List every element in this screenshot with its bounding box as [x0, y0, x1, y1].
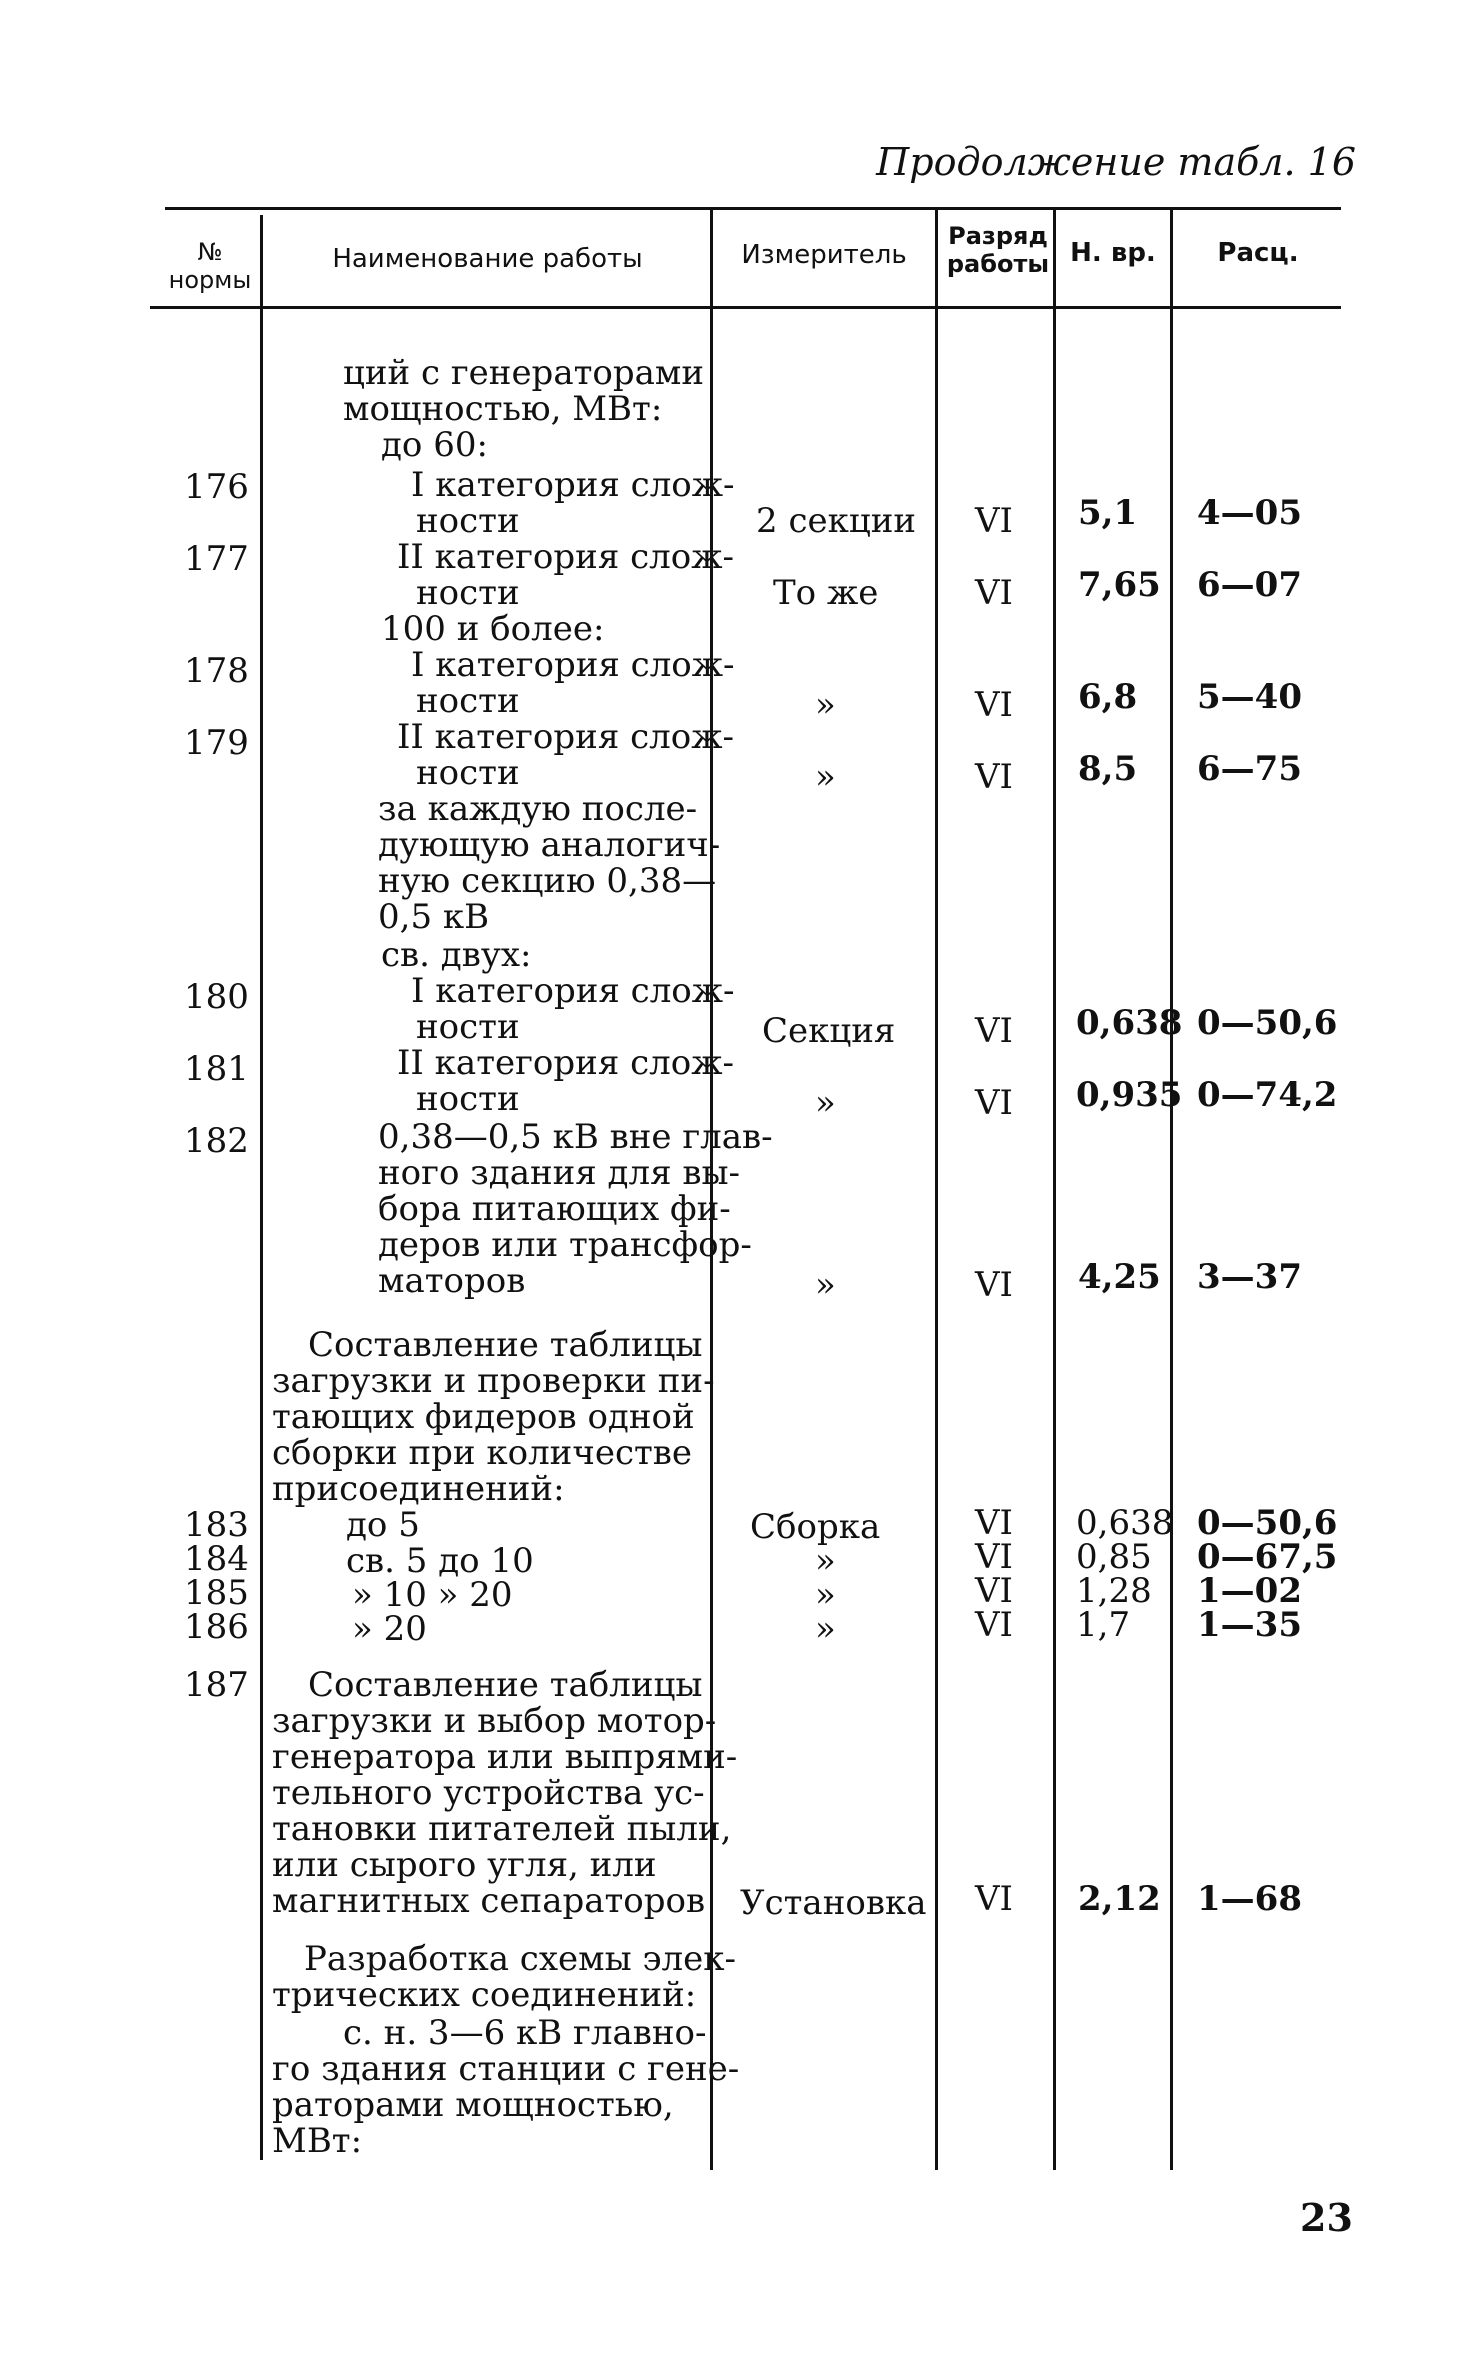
column-divider — [1170, 210, 1173, 2170]
header-grade: Разряд работы — [946, 222, 1050, 278]
norm-number: 182 — [184, 1121, 249, 1161]
time-cell: 1,28 — [1076, 1571, 1152, 1611]
work-name-line: ности — [416, 1079, 520, 1119]
work-name-line: тельного устройства ус- — [272, 1773, 705, 1813]
work-name-line: св. 5 до 10 — [346, 1541, 534, 1581]
rate-cell: 0—50,6 — [1197, 1503, 1338, 1543]
header-norm: № нормы — [168, 238, 252, 294]
norm-number: 185 — [184, 1573, 249, 1613]
text-line: трических соединений: — [272, 1975, 697, 2015]
unit-cell: » — [815, 1575, 836, 1615]
rate-cell: 5—40 — [1197, 677, 1302, 717]
rate-cell: 6—75 — [1197, 749, 1302, 789]
time-cell: 6,8 — [1078, 677, 1138, 717]
unit-cell: То же — [773, 573, 879, 613]
grade-cell: VI — [975, 1537, 1013, 1577]
unit-cell: » — [815, 1609, 836, 1649]
work-name-line: ности — [416, 573, 520, 613]
time-cell: 0,935 — [1076, 1075, 1183, 1115]
unit-cell: » — [815, 757, 836, 797]
text-line: дующую аналогич- — [378, 825, 721, 865]
text-line: загрузки и проверки пи- — [272, 1361, 715, 1401]
text-line: с. н. 3—6 кВ главно- — [343, 2013, 707, 2053]
work-name-line: ности — [416, 753, 520, 793]
time-cell: 4,25 — [1078, 1257, 1161, 1297]
work-name-line: или сырого угля, или — [272, 1845, 657, 1885]
norm-number: 186 — [184, 1607, 249, 1647]
rate-cell: 0—50,6 — [1197, 1003, 1338, 1043]
norm-number: 177 — [184, 539, 249, 579]
grade-cell: VI — [975, 757, 1013, 797]
work-name-line: II категория слож- — [397, 537, 734, 577]
text-line: за каждую после- — [378, 789, 698, 829]
column-divider — [935, 210, 938, 2170]
grade-cell: VI — [975, 1503, 1013, 1543]
rate-cell: 6—07 — [1197, 565, 1302, 605]
text-line: 0,5 кВ — [378, 897, 490, 937]
norm-number: 183 — [184, 1505, 249, 1545]
rate-cell: 3—37 — [1197, 1257, 1302, 1297]
header-name: Наименование работы — [332, 244, 643, 274]
text-line: мощностью, МВт: — [343, 389, 663, 429]
norm-number: 180 — [184, 977, 249, 1017]
work-name-line: Составление таблицы — [308, 1665, 703, 1705]
text-line: Разработка схемы элек- — [304, 1939, 736, 1979]
grade-cell: VI — [975, 501, 1013, 541]
work-name-line: I категория слож- — [411, 465, 735, 505]
work-name-line: маторов — [378, 1261, 526, 1301]
rate-cell: 0—74,2 — [1197, 1075, 1338, 1115]
work-name-line: » 20 — [352, 1609, 427, 1649]
time-cell: 8,5 — [1078, 749, 1138, 789]
time-cell: 2,12 — [1078, 1879, 1161, 1919]
unit-cell: » — [815, 1265, 836, 1305]
grade-cell: VI — [975, 1571, 1013, 1611]
work-name-line: бора питающих фи- — [378, 1189, 731, 1229]
rate-cell: 1—35 — [1197, 1605, 1302, 1645]
header-top-rule — [165, 207, 1341, 210]
text-line: ную секцию 0,38— — [378, 861, 717, 901]
text-line: раторами мощностью, — [272, 2085, 674, 2125]
text-line: МВт: — [272, 2121, 363, 2161]
text-line: св. двух: — [381, 935, 532, 975]
text-line: сборки при количестве — [272, 1433, 693, 1473]
grade-cell: VI — [975, 1265, 1013, 1305]
text-line: Составление таблицы — [308, 1325, 703, 1365]
unit-cell: 2 секции — [756, 501, 917, 541]
grade-cell: VI — [975, 1011, 1013, 1051]
norm-number: 181 — [184, 1049, 249, 1089]
norm-number: 179 — [184, 723, 249, 763]
header-bottom-rule — [150, 306, 1341, 309]
work-name-line: II категория слож- — [397, 717, 734, 757]
norm-number: 184 — [184, 1539, 249, 1579]
grade-cell: VI — [975, 1605, 1013, 1645]
grade-cell: VI — [975, 685, 1013, 725]
norm-number: 187 — [184, 1665, 249, 1705]
work-name-line: 0,38—0,5 кВ вне глав- — [378, 1117, 773, 1157]
work-name-line: тановки питателей пыли, — [272, 1809, 732, 1849]
work-name-line: ности — [416, 681, 520, 721]
unit-cell: » — [815, 1083, 836, 1123]
header-rate: Расц. — [1217, 238, 1299, 268]
grade-cell: VI — [975, 1083, 1013, 1123]
column-divider — [260, 215, 263, 2160]
work-name-line: ности — [416, 501, 520, 541]
rate-cell: 1—02 — [1197, 1571, 1302, 1611]
time-cell: 1,7 — [1076, 1605, 1131, 1645]
text-line: ций с генераторами — [343, 353, 705, 393]
time-cell: 0,85 — [1076, 1537, 1152, 1577]
work-name-line: I категория слож- — [411, 645, 735, 685]
column-divider — [1053, 210, 1056, 2170]
text-line: до 60: — [381, 425, 488, 465]
header-time: Н. вр. — [1070, 238, 1156, 268]
text-line: тающих фидеров одной — [272, 1397, 695, 1437]
text-line: го здания станции с гене- — [272, 2049, 740, 2089]
page-number: 23 — [1300, 2195, 1353, 2240]
work-name-line: I категория слож- — [411, 971, 735, 1011]
unit-cell: Сборка — [750, 1507, 881, 1547]
norm-number: 178 — [184, 651, 249, 691]
work-name-line: ного здания для вы- — [378, 1153, 741, 1193]
unit-cell: Установка — [740, 1883, 927, 1923]
work-name-line: деров или трансфор- — [378, 1225, 752, 1265]
norm-number: 176 — [184, 467, 249, 507]
text-line: присоединений: — [272, 1469, 565, 1509]
work-name-line: до 5 — [346, 1505, 420, 1545]
table-caption: Продолжение табл. 16 — [876, 140, 1356, 184]
rate-cell: 1—68 — [1197, 1879, 1302, 1919]
work-name-line: II категория слож- — [397, 1043, 734, 1083]
time-cell: 7,65 — [1078, 565, 1161, 605]
unit-cell: » — [815, 1541, 836, 1581]
work-name-line: магнитных сепараторов — [272, 1881, 706, 1921]
work-name-line: » 10 » 20 — [352, 1575, 513, 1615]
time-cell: 5,1 — [1078, 493, 1138, 533]
time-cell: 0,638 — [1076, 1003, 1183, 1043]
time-cell: 0,638 — [1076, 1503, 1174, 1543]
unit-cell: » — [815, 685, 836, 725]
grade-cell: VI — [975, 1879, 1013, 1919]
subheading: 100 и более: — [381, 609, 605, 649]
work-name-line: ности — [416, 1007, 520, 1047]
unit-cell: Секция — [762, 1011, 896, 1051]
work-name-line: генератора или выпрями- — [272, 1737, 738, 1777]
grade-cell: VI — [975, 573, 1013, 613]
rate-cell: 4—05 — [1197, 493, 1302, 533]
work-name-line: загрузки и выбор мотор- — [272, 1701, 717, 1741]
rate-cell: 0—67,5 — [1197, 1537, 1338, 1577]
header-unit: Измеритель — [741, 240, 907, 270]
